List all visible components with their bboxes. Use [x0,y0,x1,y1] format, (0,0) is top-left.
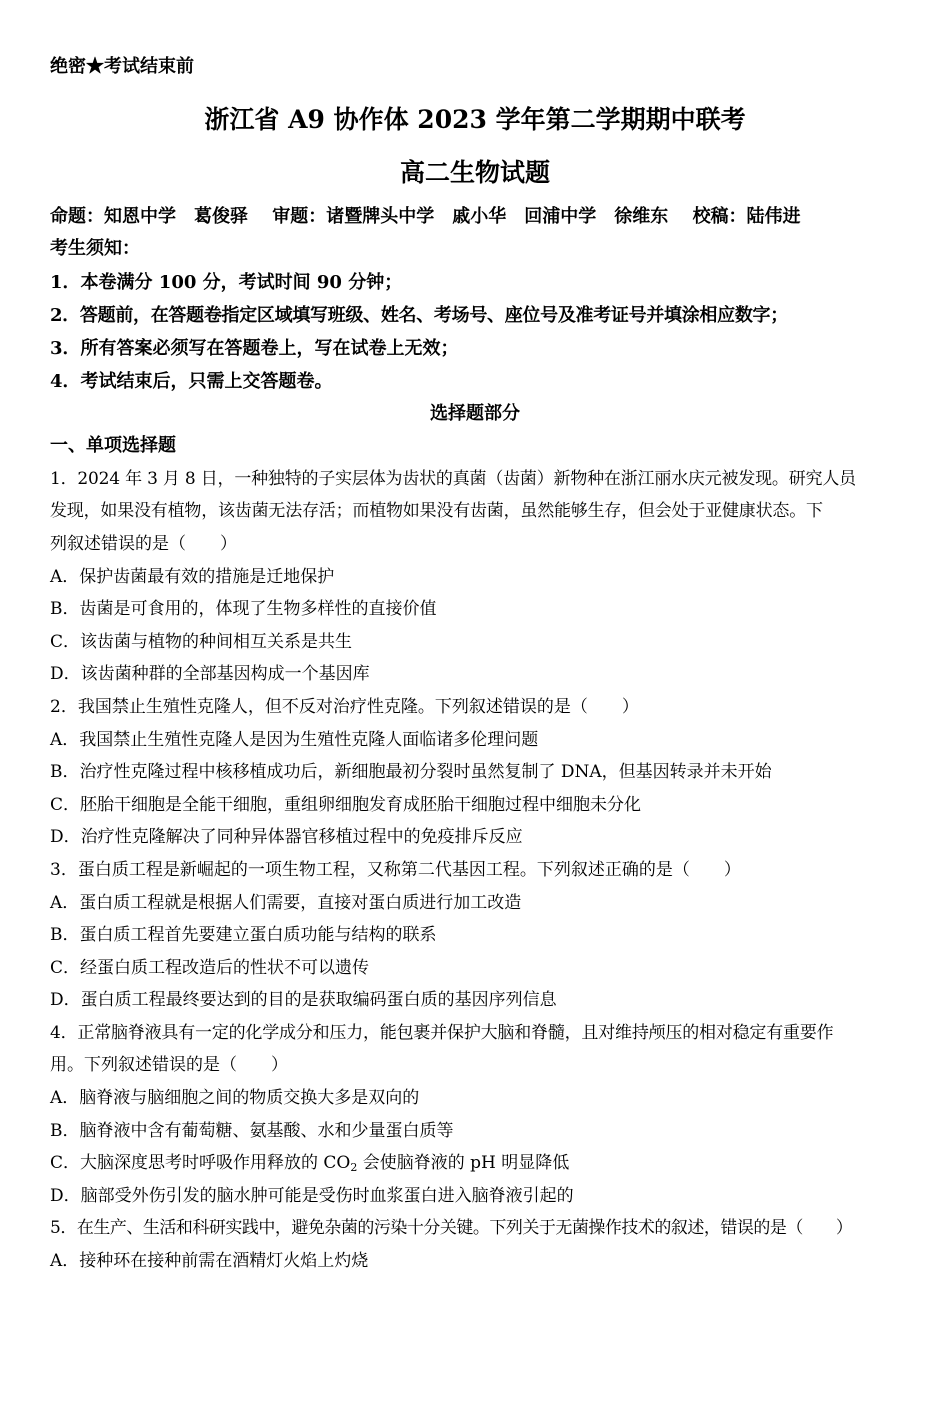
authors-line [50,206,801,228]
question-1-option-a: A．保护齿菌最有效的措施是迁地保护 [50,567,335,587]
question-1-stem: 发现，如果没有植物，该齿菌无法存活；而植物如果没有齿菌，虽然能够生存，但会处于亚健康状态。下 [50,501,823,521]
exam-title: 浙江省 A9 协作体 2023 学年第二学期期中联考 [204,105,746,134]
note-item: 4．考试结束后，只需上交答题卷。 [50,371,333,392]
question-4-option-c [50,1152,569,1174]
question-4-option-a: A．脑脊液与脑细胞之间的物质交换大多是双向的 [50,1088,420,1108]
question-2-option-b: B．治疗性克隆过程中核移植成功后，新细胞最初分裂时虽然复制了 DNA，但基因转录并未开始 [50,762,772,782]
question-1-stem: 列叙述错误的是（ ） [50,534,237,554]
part-title: 一、单项选择题 [50,435,176,456]
question-1-option-b: B．齿菌是可食用的，体现了生物多样性的直接价值 [50,599,437,619]
notes-heading: 考生须知： [50,238,140,259]
question-2-stem: 2．我国禁止生殖性克隆人，但不反对治疗性克隆。下列叙述错误的是（ ） [50,697,639,717]
question-2-option-d: D．治疗性克隆解决了同种异体器官移植过程中的免疫排斥反应 [50,827,523,847]
confidential-label: 绝密★考试结束前 [50,56,194,77]
question-5-option-a: A．接种环在接种前需在酒精灯火焰上灼烧 [50,1251,369,1271]
proofread-credit: 校稿：陆伟进 [692,206,801,227]
section-title: 选择题部分 [430,403,520,424]
option-c-text-tail: 会使脑脊液的 pH 明显降低 [357,1153,570,1173]
question-4-stem: 用。下列叙述错误的是（ ） [50,1055,288,1075]
question-2-option-a: A．我国禁止生殖性克隆人是因为生殖性克隆人面临诸多伦理问题 [50,730,539,750]
question-1-stem: 1．2024 年 3 月 8 日，一种独特的子实层体为齿状的真菌（齿菌）新物种在浙江丽水庆元被发现。研究人员 [50,469,856,489]
question-4-stem: 4．正常脑脊液具有一定的化学成分和压力，能包裹并保护大脑和脊髓，且对维持颅压的相对稳定有重要作 [50,1023,834,1043]
question-3-option-d: D．蛋白质工程最终要达到的目的是获取编码蛋白质的基因序列信息 [50,990,557,1010]
question-3-stem: 3．蛋白质工程是新崛起的一项生物工程，又称第二代基因工程。下列叙述正确的是（ ） [50,860,741,880]
note-item: 2．答题前，在答题卷指定区域填写班级、姓名、考场号、座位号及准考证号并填涂相应数字； [50,305,788,326]
co2-subscript: 2 [350,1161,358,1174]
review-credit: 审题：诸暨牌头中学 戚小华 回浦中学 徐维东 [272,206,669,227]
question-3-option-a: A．蛋白质工程就是根据人们需要，直接对蛋白质进行加工改造 [50,893,522,913]
question-4-option-d: D．脑部受外伤引发的脑水肿可能是受伤时血浆蛋白进入脑脊液引起的 [50,1186,574,1206]
question-1-option-c: C．该齿菌与植物的种间相互关系是共生 [50,632,353,652]
note-item: 3．所有答案必须写在答题卷上，写在试卷上无效； [50,338,459,359]
question-2-option-c: C．胚胎干细胞是全能干细胞，重组卵细胞发育成胚胎干细胞过程中细胞未分化 [50,795,642,815]
option-c-text: C．大脑深度思考时呼吸作用释放的 CO [50,1153,351,1173]
question-3-option-c: C．经蛋白质工程改造后的性状不可以遗传 [50,958,370,978]
question-5-stem: 5．在生产、生活和科研实践中，避免杂菌的污染十分关键。下列关于无菌操作技术的叙述，错误的是（ ） [50,1218,853,1238]
question-3-option-b: B．蛋白质工程首先要建立蛋白质功能与结构的联系 [50,925,437,945]
note-item: 1．本卷满分 100 分，考试时间 90 分钟； [50,272,403,293]
exam-subtitle: 高二生物试题 [399,158,550,187]
question-4-option-b: B．脑脊液中含有葡萄糖、氨基酸、水和少量蛋白质等 [50,1121,454,1141]
question-1-option-d: D．该齿菌种群的全部基因构成一个基因库 [50,664,370,684]
proposition-credit: 命题：知恩中学 葛俊驿 [50,206,248,227]
